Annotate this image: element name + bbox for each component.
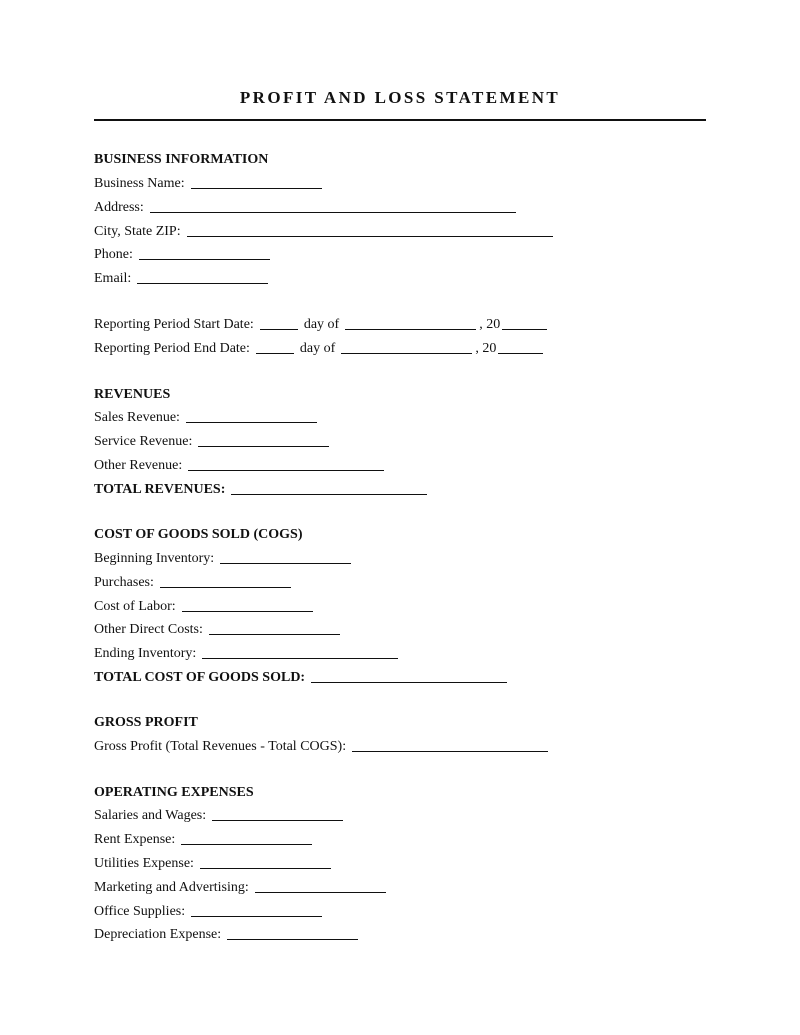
office-supplies-row <box>94 900 322 920</box>
marketing-label: Marketing and Advertising: <box>94 880 249 895</box>
period-start-month-field[interactable] <box>345 329 476 330</box>
day-of-text: day of <box>303 317 340 332</box>
total-cogs-field[interactable] <box>311 682 507 683</box>
city-state-zip-field[interactable] <box>187 236 553 237</box>
section-heading: OPERATING EXPENSES <box>94 785 254 800</box>
utilities-expense-field[interactable] <box>200 868 331 869</box>
other-direct-costs-field[interactable] <box>209 634 340 635</box>
business-name-label: Business Name: <box>94 176 185 191</box>
phone-label: Phone: <box>94 247 133 262</box>
gross-profit-row <box>94 735 548 755</box>
utilities-expense-label: Utilities Expense: <box>94 856 194 871</box>
operating-expenses-heading <box>94 781 254 801</box>
period-start-row <box>94 313 547 333</box>
marketing-row <box>94 876 386 896</box>
service-revenue-field[interactable] <box>198 446 329 447</box>
document-title: PROFIT AND LOSS STATEMENT <box>239 88 561 107</box>
day-of-text: day of <box>299 341 336 356</box>
period-end-month-field[interactable] <box>341 353 472 354</box>
total-cogs-row <box>94 666 507 686</box>
sales-revenue-row <box>94 406 317 426</box>
revenues-heading <box>94 383 170 403</box>
rent-expense-row <box>94 828 312 848</box>
total-revenues-row <box>94 478 427 498</box>
gross-profit-field[interactable] <box>352 751 548 752</box>
other-revenue-field[interactable] <box>188 470 384 471</box>
total-revenues-label: TOTAL REVENUES: <box>94 482 226 497</box>
cost-of-labor-row <box>94 595 313 615</box>
period-start-label: Reporting Period Start Date: <box>94 317 254 332</box>
other-direct-costs-row <box>94 618 340 638</box>
period-end-day-field[interactable] <box>256 353 294 354</box>
total-revenues-field[interactable] <box>231 494 427 495</box>
service-revenue-label: Service Revenue: <box>94 434 193 449</box>
period-start-day-field[interactable] <box>260 329 298 330</box>
gross-profit-heading <box>94 711 198 731</box>
phone-field[interactable] <box>139 259 270 260</box>
sales-revenue-field[interactable] <box>186 422 317 423</box>
beginning-inventory-field[interactable] <box>220 563 351 564</box>
other-revenue-label: Other Revenue: <box>94 458 183 473</box>
depreciation-label: Depreciation Expense: <box>94 927 222 942</box>
salaries-field[interactable] <box>212 820 343 821</box>
email-row <box>94 267 268 287</box>
total-cogs-label: TOTAL COST OF GOODS SOLD: <box>94 670 306 685</box>
utilities-expense-row <box>94 852 331 872</box>
year-prefix-text: , 20 <box>479 317 501 332</box>
period-end-row <box>94 337 543 357</box>
rent-expense-label: Rent Expense: <box>94 832 176 847</box>
period-end-label: Reporting Period End Date: <box>94 341 250 356</box>
gross-profit-label: Gross Profit (Total Revenues - Total COGS): <box>94 739 347 754</box>
ending-inventory-field[interactable] <box>202 658 398 659</box>
email-field[interactable] <box>137 283 268 284</box>
address-label: Address: <box>94 200 144 215</box>
marketing-field[interactable] <box>255 892 386 893</box>
period-start-year-field[interactable] <box>502 329 547 330</box>
business-name-row <box>94 172 322 192</box>
salaries-label: Salaries and Wages: <box>94 808 207 823</box>
service-revenue-row <box>94 430 329 450</box>
email-label: Email: <box>94 271 132 286</box>
other-direct-costs-label: Other Direct Costs: <box>94 622 203 637</box>
depreciation-row <box>94 923 358 943</box>
ending-inventory-label: Ending Inventory: <box>94 646 197 661</box>
other-revenue-row <box>94 454 384 474</box>
address-field[interactable] <box>150 212 516 213</box>
sales-revenue-label: Sales Revenue: <box>94 410 180 425</box>
section-heading: COST OF GOODS SOLD (COGS) <box>94 527 303 542</box>
cogs-heading <box>94 523 302 543</box>
purchases-field[interactable] <box>160 587 291 588</box>
city-state-zip-label: City, State ZIP: <box>94 224 181 239</box>
office-supplies-field[interactable] <box>191 916 322 917</box>
rent-expense-field[interactable] <box>181 844 312 845</box>
cost-of-labor-field[interactable] <box>182 611 313 612</box>
depreciation-field[interactable] <box>227 939 358 940</box>
phone-row <box>94 243 270 263</box>
title-divider <box>94 119 706 121</box>
year-prefix-text: , 20 <box>475 341 497 356</box>
cost-of-labor-label: Cost of Labor: <box>94 599 176 614</box>
city-state-zip-row <box>94 220 553 240</box>
salaries-row <box>94 804 343 824</box>
beginning-inventory-row <box>94 547 351 567</box>
section-heading: REVENUES <box>94 387 171 402</box>
purchases-row <box>94 571 291 591</box>
period-end-year-field[interactable] <box>498 353 543 354</box>
business-name-field[interactable] <box>191 188 322 189</box>
address-row <box>94 196 516 216</box>
office-supplies-label: Office Supplies: <box>94 904 186 919</box>
purchases-label: Purchases: <box>94 575 154 590</box>
business-info-heading <box>94 148 268 168</box>
ending-inventory-row <box>94 642 398 662</box>
section-heading: GROSS PROFIT <box>94 715 198 730</box>
section-heading: BUSINESS INFORMATION <box>94 152 269 167</box>
beginning-inventory-label: Beginning Inventory: <box>94 551 215 566</box>
